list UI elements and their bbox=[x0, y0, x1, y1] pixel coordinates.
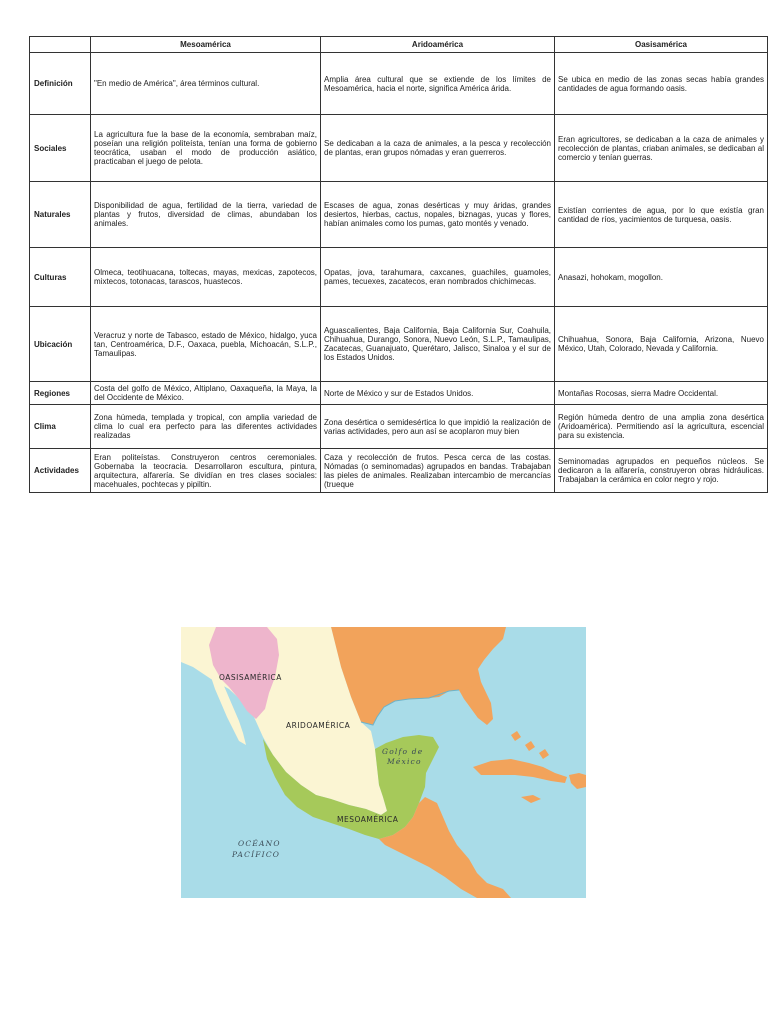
row-label: Naturales bbox=[30, 182, 91, 248]
label-mesoamerica: MESOAMÉRICA bbox=[337, 815, 399, 824]
table-cell: Disponibilidad de agua, fertilidad de la tierra, variedad de plantas y frutos, diversidad de climas, abundaban los animales. bbox=[91, 182, 321, 248]
label-oceano-line1: OCÉANO bbox=[238, 839, 281, 848]
table-cell: Eran politeístas. Construyeron centros ceremoniales. Gobernaba la teocracia. Desarrollaron escultura, pintura, arquitectura, alfarería. Se dividían en tres clases sociales: macehuales, pochtecas y pipiltin. bbox=[91, 449, 321, 493]
row-label: Sociales bbox=[30, 115, 91, 182]
table-cell: La agricultura fue la base de la economía, sembraban maíz, poseían una religión politeísta, tenían una forma de gobierno teocrática, usaban el modo de producción asiático, practicaban el juego de pelota. bbox=[91, 115, 321, 182]
table-cell: Anasazi, hohokam, mogollon. bbox=[555, 248, 768, 307]
table-row-clima bbox=[30, 405, 768, 449]
table-row-naturales bbox=[30, 182, 768, 248]
header-aridoamerica: Aridoamérica bbox=[321, 37, 555, 53]
table-cell: Seminomadas agrupados en pequeños núcleos. Se dedicaron a la alfarería, construyeron obras hidráulicas. Trabajaban la cerámica en color negro y rojo. bbox=[555, 449, 768, 493]
header-corner bbox=[30, 37, 91, 53]
table-cell: "En medio de América", área términos cultural. bbox=[91, 53, 321, 115]
row-label: Definición bbox=[30, 53, 91, 115]
table-cell: Zona húmeda, templada y tropical, con amplia variedad de clima lo cual era perfecto para las diferentes actividades realizadas bbox=[91, 405, 321, 449]
row-label: Regiones bbox=[30, 382, 91, 405]
table-header-row bbox=[30, 37, 768, 53]
table-cell: Norte de México y sur de Estados Unidos. bbox=[321, 382, 555, 405]
table-row-definicion bbox=[30, 53, 768, 115]
label-oasisamerica: OASISAMÉRICA bbox=[219, 673, 282, 682]
table-row-actividades bbox=[30, 449, 768, 493]
table-cell: Escases de agua, zonas desérticas y muy áridas, grandes desiertos, hierbas, cactus, nopales, biznagas, yucas y flores, habían animales como los pumas, gato montés y venado. bbox=[321, 182, 555, 248]
row-label: Ubicación bbox=[30, 307, 91, 382]
table-cell: Eran agricultores, se dedicaban a la caza de animales y recolección de plantas, criaban animales, se dedicaban al comercio y tenían guerras. bbox=[555, 115, 768, 182]
header-mesoamerica: Mesoamérica bbox=[91, 37, 321, 53]
table-cell: Aguascalientes, Baja California, Baja California Sur, Coahuila, Chihuahua, Durango, Sonora, Nuevo León, S.L.P., Tamaulipas, Zacatecas, Guanajuato, Querétaro, Jalisco, Sinaloa y el sur de los Estados Unidos. bbox=[321, 307, 555, 382]
label-aridoamerica: ARIDOAMÉRICA bbox=[286, 721, 351, 730]
table-cell: Veracruz y norte de Tabasco, estado de México, hidalgo, yuca tan, Centroamérica, D.F., Oaxaca, puebla, Michoacán, S.L.P., Tamaulipas. bbox=[91, 307, 321, 382]
table-cell: Se dedicaban a la caza de animales, a la pesca y recolección de plantas, eran grupos nómadas y eran guerreros. bbox=[321, 115, 555, 182]
table-cell: Chihuahua, Sonora, Baja California, Arizona, Nuevo México, Utah, Colorado, Nevada y California. bbox=[555, 307, 768, 382]
table-row-ubicacion bbox=[30, 307, 768, 382]
row-label: Culturas bbox=[30, 248, 91, 307]
row-label: Actividades bbox=[30, 449, 91, 493]
table-cell: Zona desértica o semidesértica lo que impidió la realización de varias actividades, pero aun así se acoplaron muy bien bbox=[321, 405, 555, 449]
table-cell: Amplia área cultural que se extiende de los límites de Mesoamérica, hacia el norte, significa América árida. bbox=[321, 53, 555, 115]
table-cell: Montañas Rocosas, sierra Madre Occidental. bbox=[555, 382, 768, 405]
row-label: Clima bbox=[30, 405, 91, 449]
table-row-culturas bbox=[30, 248, 768, 307]
comparison-table bbox=[29, 36, 768, 493]
table-cell: Costa del golfo de México, Altiplano, Oaxaqueña, la Maya, la del Occidente de México. bbox=[91, 382, 321, 405]
table-cell: Existían corrientes de agua, por lo que existía gran cantidad de ríos, yacimientos de turquesa, oasis. bbox=[555, 182, 768, 248]
header-oasisamerica: Oasisamérica bbox=[555, 37, 768, 53]
table-cell: Olmeca, teotihuacana, toltecas, mayas, mexicas, zapotecos, mixtecos, totonacas, tarascos, huastecos. bbox=[91, 248, 321, 307]
label-golfo-line1: Golfo de bbox=[382, 747, 424, 756]
table-cell: Caza y recolección de frutos. Pesca cerca de las costas. Nómadas (o seminomadas) agrupados en bandas. Trabajaban las pieles de animales. Realizaban intercambio de mercancías (trueque bbox=[321, 449, 555, 493]
label-oceano-line2: PACÍFICO bbox=[232, 850, 281, 859]
cultural-regions-map bbox=[181, 627, 586, 898]
table-cell: Se ubica en medio de las zonas secas había grandes cantidades de agua formando oasis. bbox=[555, 53, 768, 115]
table-cell: Región húmeda dentro de una amplia zona desértica (Aridoamérica). Permitiendo así la agricultura, escencial para su existencia. bbox=[555, 405, 768, 449]
table-row-sociales bbox=[30, 115, 768, 182]
table-cell: Opatas, jova, tarahumara, caxcanes, guachiles, guamoles, pames, tecuexes, zacatecos, eran nombrados chichimecas. bbox=[321, 248, 555, 307]
label-golfo-line2: México bbox=[387, 757, 422, 766]
table-row-regiones bbox=[30, 382, 768, 405]
